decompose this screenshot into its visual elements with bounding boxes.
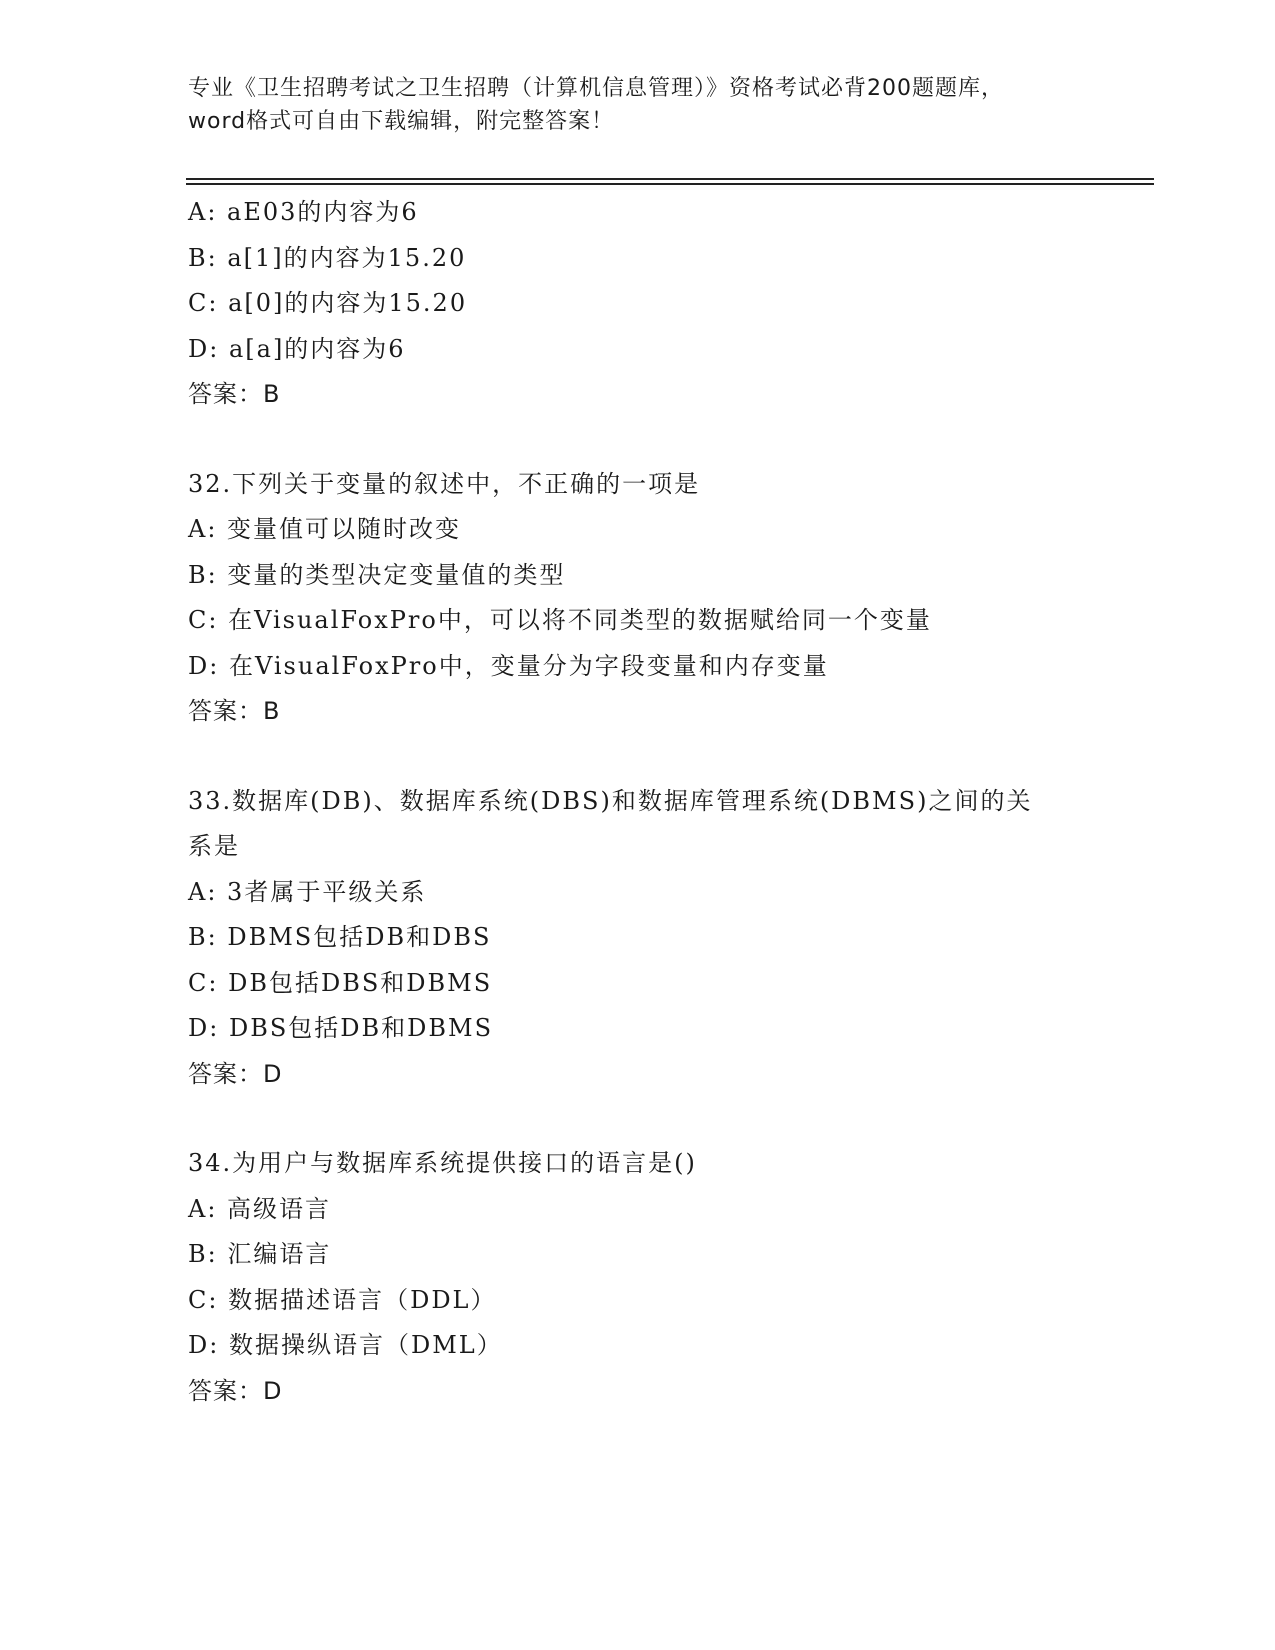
option-a: A: 高级语言 [188, 1194, 332, 1223]
answer-label: 答案：D [188, 1376, 283, 1405]
question-spacer [188, 1097, 1088, 1141]
option-d: D: DBS包括DB和DBMS [188, 1014, 494, 1042]
question-list [188, 190, 1088, 1414]
option-b: B: a[1]的内容为15.20 [188, 243, 467, 272]
option-c: C: 在VisualFoxPro中，可以将不同类型的数据赋给同一个变量 [188, 606, 932, 634]
option-a: A: aE03的内容为6 [188, 198, 419, 226]
option-d: D: a[a]的内容为6 [188, 334, 406, 363]
option-d: D: 数据操纵语言（DML） [188, 1331, 503, 1359]
question-stem: 33.数据库(DB)、数据库系统(DBS)和数据库管理系统(DBMS)之间的关 [188, 786, 1033, 815]
option-c: C: a[0]的内容为15.20 [188, 289, 468, 317]
question-stem: 32.下列关于变量的叙述中，不正确的一项是 [188, 469, 701, 498]
option-c: C: DB包括DBS和DBMS [188, 968, 493, 997]
answer-label: 答案：B [188, 380, 281, 408]
header-title-line-2: word格式可自由下载编辑，附完整答案！ [188, 109, 615, 134]
question-spacer [188, 735, 1088, 779]
question-31-continued [188, 190, 1088, 418]
answer-label: 答案：B [188, 697, 281, 725]
option-c: C: 数据描述语言（DDL） [188, 1285, 497, 1314]
option-b: B: 汇编语言 [188, 1240, 332, 1268]
header-title-line-1: 专业《卫生招聘考试之卫生招聘（计算机信息管理）》资格考试必背200题题库， [188, 76, 1004, 101]
option-b: B: DBMS包括DB和DBS [188, 923, 492, 951]
option-d: D: 在VisualFoxPro中，变量分为字段变量和内存变量 [188, 651, 829, 680]
header-divider-top [186, 178, 1154, 180]
option-a: A: 3者属于平级关系 [188, 877, 427, 906]
option-b: B: 变量的类型决定变量值的类型 [188, 560, 566, 589]
question-33 [188, 779, 1088, 1098]
question-spacer [188, 418, 1088, 462]
question-32 [188, 462, 1088, 735]
answer-label: 答案：D [188, 1059, 283, 1088]
header-divider-bottom [186, 183, 1154, 185]
document-header [188, 72, 1088, 138]
question-stem: 34.为用户与数据库系统提供接口的语言是() [188, 1149, 697, 1177]
option-a: A: 变量值可以随时改变 [188, 515, 462, 543]
question-stem-continued: 系是 [188, 832, 240, 860]
question-34 [188, 1141, 1088, 1414]
